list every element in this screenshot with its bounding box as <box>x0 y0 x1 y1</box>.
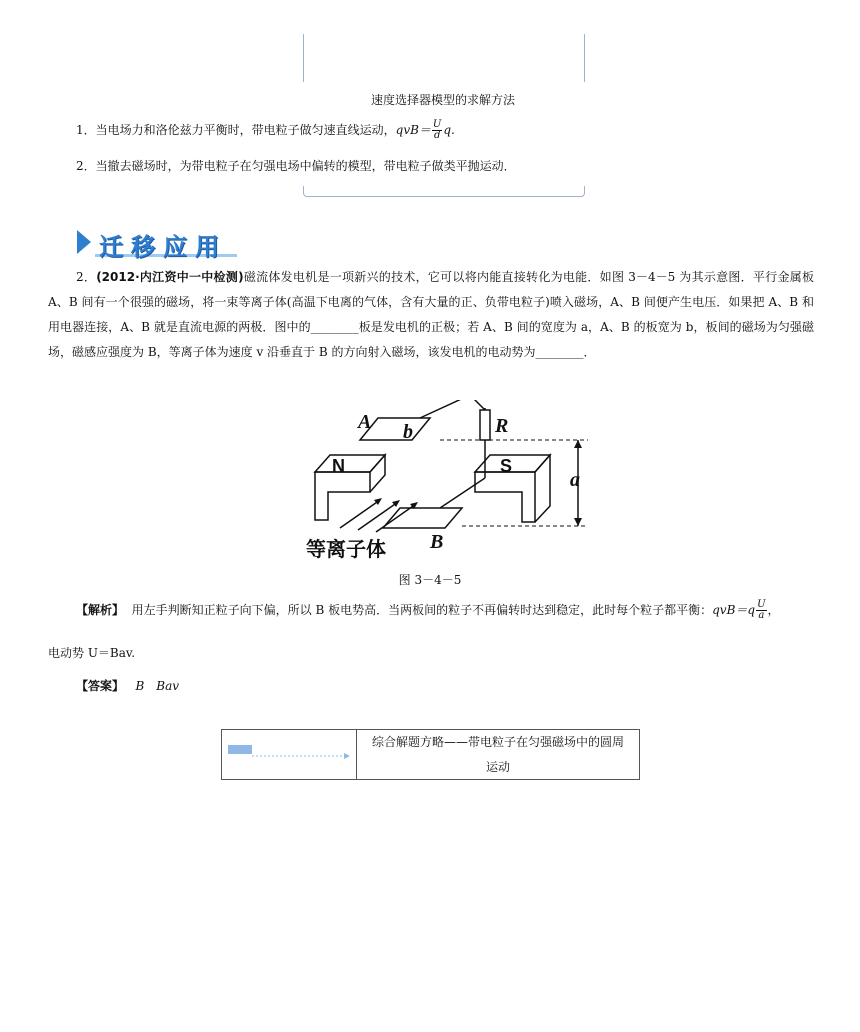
fraction-u-over-d: $\frac{U}{d}$ <box>432 119 442 141</box>
label-b-width: b <box>403 421 413 443</box>
resistor <box>480 410 490 440</box>
summary-item-2: 2．当撤去磁场时，为带电粒子在匀强电场中偏转的模型，带电粒子做类平抛运动． <box>76 159 516 173</box>
section-banner-title: 迁移应用 <box>99 233 227 261</box>
next-topic-link-table[interactable] <box>221 729 640 780</box>
banner-arrow-icon <box>77 230 91 254</box>
answer-tag: 【答案】 <box>76 679 125 693</box>
label-n: N <box>332 456 345 476</box>
summary-box-bottom-frame <box>303 186 585 197</box>
problem-source: (2012·内江资中一中检测) <box>96 270 244 284</box>
analysis-line-2: 电动势 U＝Bav. <box>48 646 136 660</box>
summary-box-top-frame <box>303 34 585 82</box>
label-plasma: 等离子体 <box>306 537 386 561</box>
summary-title: 速度选择器模型的求解方法 <box>370 93 515 107</box>
label-s: S <box>500 456 513 476</box>
summary-item-1: 1．当电场力和洛伦兹力平衡时，带电粒子做匀速直线运动，qvB＝ $\frac{U}{d}$ q. <box>76 119 455 141</box>
problem-text: 2．(2012·内江资中一中检测)磁流体发电机是一项新兴的技术，它可以将内能直接转化为电能．如图 3－4－5 为其示意图．平行金属板 A、B 间有一个很强的磁场，将一束等离子体(高温下电离的气体，含有大量的正、负带电粒子)喷入磁场，A、B 间便产生电压．如果把 A、B 和用电器连接，A、B 就是直流电源的两极．图中的________板是发电机的正极；若 A、B 间的宽度为 a，A、B 的板宽为 b，板间的磁场为匀强磁场，磁感应强度为 B，等离子体为速度 v 沿垂直于 B 的方向射入磁场，该发电机的电动势为________． <box>48 270 814 359</box>
link-text-cell[interactable] <box>357 730 639 779</box>
label-b-plate: B <box>430 531 444 553</box>
label-a-plate: A <box>358 411 372 433</box>
fraction-u-over-a: $\frac{U}{a}$ <box>757 599 766 621</box>
analysis-tag: 【解析】 <box>76 603 125 617</box>
magnet-s-top <box>475 455 550 472</box>
link-text-line-1[interactable]: 综合解题方略——带电粒子在匀强磁场中的圆周 <box>371 735 624 749</box>
link-arrow-icon[interactable] <box>222 730 356 779</box>
label-a-gap: a <box>570 469 580 491</box>
analysis-line-1: 【解析】 用左手判断知正粒子向下偏，所以 B 板电势高．当两板间的粒子不再偏转时达到稳定，此时每个粒子都平衡：qvB＝q $\frac{U}{a}$ ， <box>76 599 780 621</box>
label-r: R <box>495 415 509 437</box>
figure-caption: 图 3－4－5 <box>398 573 462 587</box>
link-text-line-2[interactable]: 运动 <box>485 760 510 774</box>
mhd-generator-figure <box>290 400 600 565</box>
magnet-n-top <box>315 455 385 472</box>
answer-line: 【答案】 B Bav <box>76 679 180 693</box>
link-arrow-cell[interactable] <box>222 730 357 779</box>
